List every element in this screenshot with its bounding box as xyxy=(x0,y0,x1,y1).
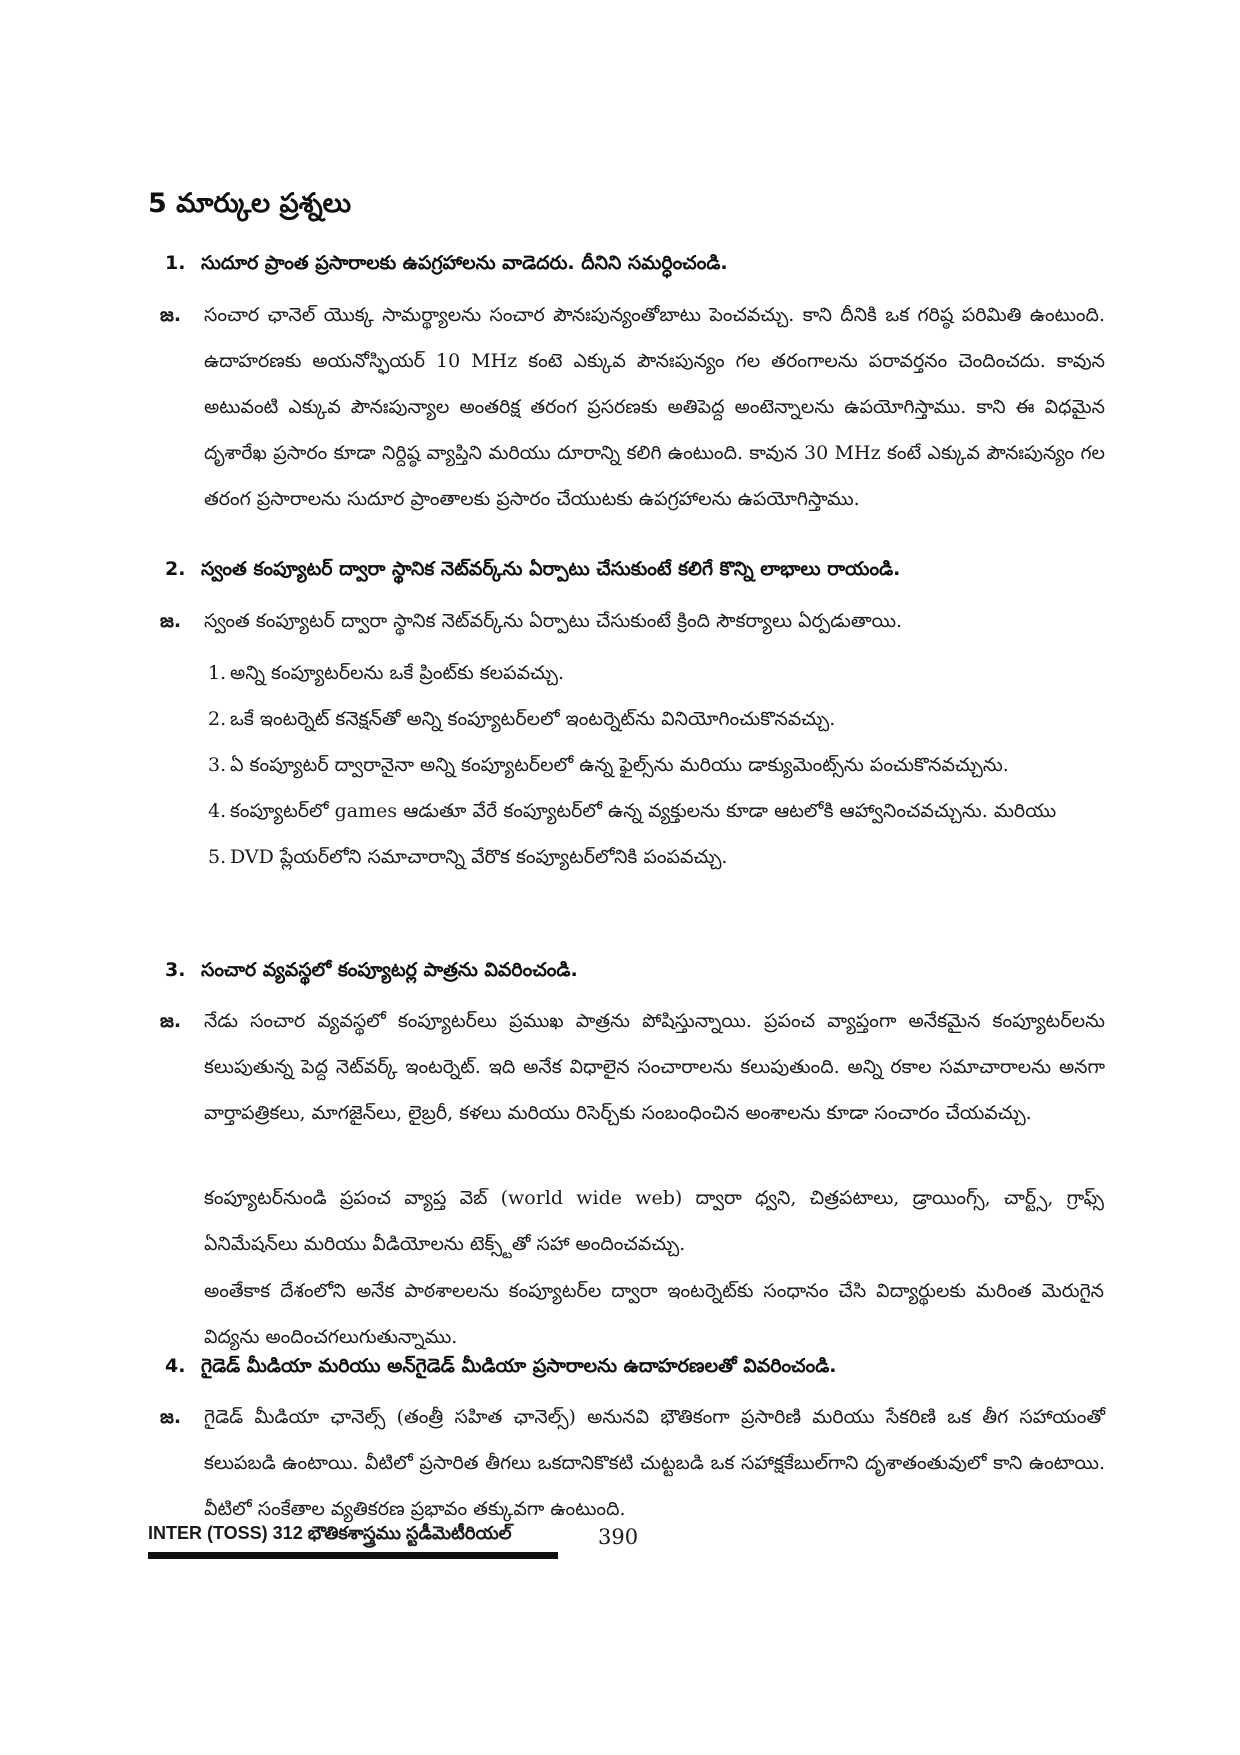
question-3 xyxy=(165,955,1105,985)
list-item xyxy=(208,742,1108,788)
list-item-number: 5. xyxy=(208,846,227,868)
answer-3-paragraph-2: అంతేకాక దేశంలోని అనేక పాఠశాలలను కంప్యూటర్‌ల ద్వారా ఇంటర్నెట్‌కు సంధానం చేసి విద్యార్థులకు మరింత మెరుగైన విద్యను అందించగలుగుతున్నాము. xyxy=(204,1280,1104,1348)
list-item-text: ఒకే ఇంటర్నెట్ కనెక్షన్‌తో అన్ని కంప్యూటర్‌లలో ఇంటర్నెట్‌ను వినియోగించుకొనవచ్చు. xyxy=(230,708,836,730)
answer-1 xyxy=(160,292,1105,522)
answer-4 xyxy=(160,1394,1105,1532)
answer-label: జ. xyxy=(160,304,182,326)
list-item-number: 3. xyxy=(208,754,227,776)
answer-label: జ. xyxy=(160,1406,182,1428)
footer-title: INTER (TOSS) 312 భౌతికశాస్త్రము స్టడీమెటీరియల్ xyxy=(148,1523,512,1543)
answer-label: జ. xyxy=(160,610,182,632)
question-number: 4. xyxy=(165,1355,186,1377)
benefits-list xyxy=(208,650,1108,880)
question-text: స్వంత కంప్యూటర్ ద్వారా స్థానిక నెట్‌వర్క్‌ను ఏర్పాటు చేసుకుంటే కలిగే కొన్ని లాభాలు రాయండి. xyxy=(201,558,901,580)
list-item xyxy=(208,696,1108,742)
question-4 xyxy=(165,1351,1105,1381)
question-1 xyxy=(165,248,1105,278)
question-text: గైడెడ్ మీడియా మరియు అన్‌గైడెడ్ మీడియా ప్రసారాలను ఉదాహరణలతో వివరించండి. xyxy=(201,1355,837,1377)
page-number: 390 xyxy=(598,1525,639,1549)
answer-text: నేడు సంచార వ్యవస్థలో కంప్యూటర్‌లు ప్రముఖ పాత్రను పోషిస్తున్నాయి. ప్రపంచ వ్యాప్తంగా అనేకమైన కంప్యూటర్‌లను కలుపుతున్న పెద్ద నెట్‌వర్క్ ఇంటర్నెట్. ఇది అనేక విధాలైన సంచారాలను కలుపుతుంది. అన్ని రకాల సమాచారాలను అనగా వార్తాపత్రికలు, మాగజైన్‌లు, లైబ్రరీ, కళలు మరియు రిసెర్చ్‌కు సంబంధించిన అంశాలను కూడా సంచారం చేయవచ్చు. xyxy=(204,1010,1105,1124)
list-item-text: అన్ని కంప్యూటర్‌లను ఒకే ప్రింట్‌కు కలపవచ్చు. xyxy=(230,662,565,684)
question-number: 2. xyxy=(165,558,186,580)
answer-text: స్వంత కంప్యూటర్ ద్వారా స్థానిక నెట్‌వర్క్‌ను ఏర్పాటు చేసుకుంటే క్రింది సౌకర్యాలు ఏర్పడుతాయి. xyxy=(204,610,903,632)
list-item-text: కంప్యూటర్‌లో games ఆడుతూ వేరే కంప్యూటర్‌లో ఉన్న వ్యక్తులను కూడా ఆటలోకి ఆహ్వానించవచ్చును. మరియు xyxy=(230,800,1057,822)
answer-text: గైడెడ్ మీడియా ఛానెల్స్ (తంత్రీ సహిత ఛానెల్స్) అనునవి భౌతికంగా ప్రసారిణి మరియు సేకరిణి ఒక తీగ సహాయంతో కలుపబడి ఉంటాయి. వీటిలో ప్రసారిత తీగలు ఒకదానికొకటి చుట్టబడి ఒక సహాక్షకేబుల్‌గాని దృశాతంతువులో కాని ఉంటాయి. వీటిలో సంకేతాల వ్యతికరణ ప్రభావం తక్కువగా ఉంటుంది. xyxy=(204,1406,1105,1520)
answer-text: సంచార ఛానెల్ యొక్క సామర్థ్యాలను సంచార పౌనఃపున్యంతోబాటు పెంచవచ్చు. కాని దీనికి ఒక గరిష్ఠ పరిమితి ఉంటుంది. ఉదాహరణకు అయనోస్ఫియర్ 10 MHz కంటె ఎక్కువ పౌనఃపున్యం గల తరంగాలను పరావర్తనం చెందించదు. కావున అటువంటి ఎక్కువ పౌనఃపున్యాల అంతరిక్ష తరంగ ప్రసరణకు అతిపెద్ద అంటెన్నాలను ఉపయోగిస్తాము. కాని ఈ విధమైన దృశారేఖ ప్రసారం కూడా నిర్దిష్ఠ వ్యాప్తిని మరియు దూరాన్ని కలిగి ఉంటుంది. కావున 30 MHz కంటే ఎక్కువ పౌనఃపున్యం గల తరంగ ప్రసారాలను సుదూర ప్రాంతాలకు ప్రసారం చేయుటకు ఉపగ్రహాలను ఉపయోగిస్తాము. xyxy=(204,304,1105,510)
list-item-text: ఏ కంప్యూటర్ ద్వారానైనా అన్ని కంప్యూటర్‌లలో ఉన్న ఫైల్స్‌ను మరియు డాక్యుమెంట్స్‌ను పంచుకొనవచ్చును. xyxy=(230,754,1009,776)
list-item xyxy=(208,788,1108,834)
question-number: 3. xyxy=(165,959,186,981)
list-item-number: 2. xyxy=(208,708,227,730)
answer-2 xyxy=(160,598,1105,644)
question-number: 1. xyxy=(165,252,186,274)
answer-label: జ. xyxy=(160,1010,182,1032)
question-2 xyxy=(165,554,1105,584)
list-item xyxy=(208,834,1108,880)
question-text: సంచార వ్యవస్థలో కంప్యూటర్ల పాత్రను వివరించండి. xyxy=(201,959,578,981)
list-item xyxy=(208,650,1108,696)
answer-3-paragraph-1: కంప్యూటర్‌నుండి ప్రపంచ వ్యాప్త వెబ్ (world wide web) ద్వారా ధ్వని, చిత్రపటాలు, డ్రాయింగ్స్, చార్ట్స్, గ్రాఫ్స్ ఏనిమేషన్‌లు మరియు వీడియోలను టెక్స్ట్‌తో సహా అందించవచ్చు. xyxy=(204,1187,1104,1255)
list-item-text: DVD ప్లేయర్‌లోని సమాచారాన్ని వేరొక కంప్యూటర్‌లోనికి పంపవచ్చు. xyxy=(230,846,728,868)
question-text: సుదూర ప్రాంత ప్రసారాలకు ఉపగ్రహాలను వాడెదరు. దీనిని సమర్ధించండి. xyxy=(201,252,728,274)
list-item-number: 1. xyxy=(208,662,227,684)
list-item-number: 4. xyxy=(208,800,227,822)
footer-rule xyxy=(148,1552,558,1559)
answer-3 xyxy=(160,998,1105,1136)
section-title: 5 మార్కుల ప్రశ్నలు xyxy=(148,188,352,219)
